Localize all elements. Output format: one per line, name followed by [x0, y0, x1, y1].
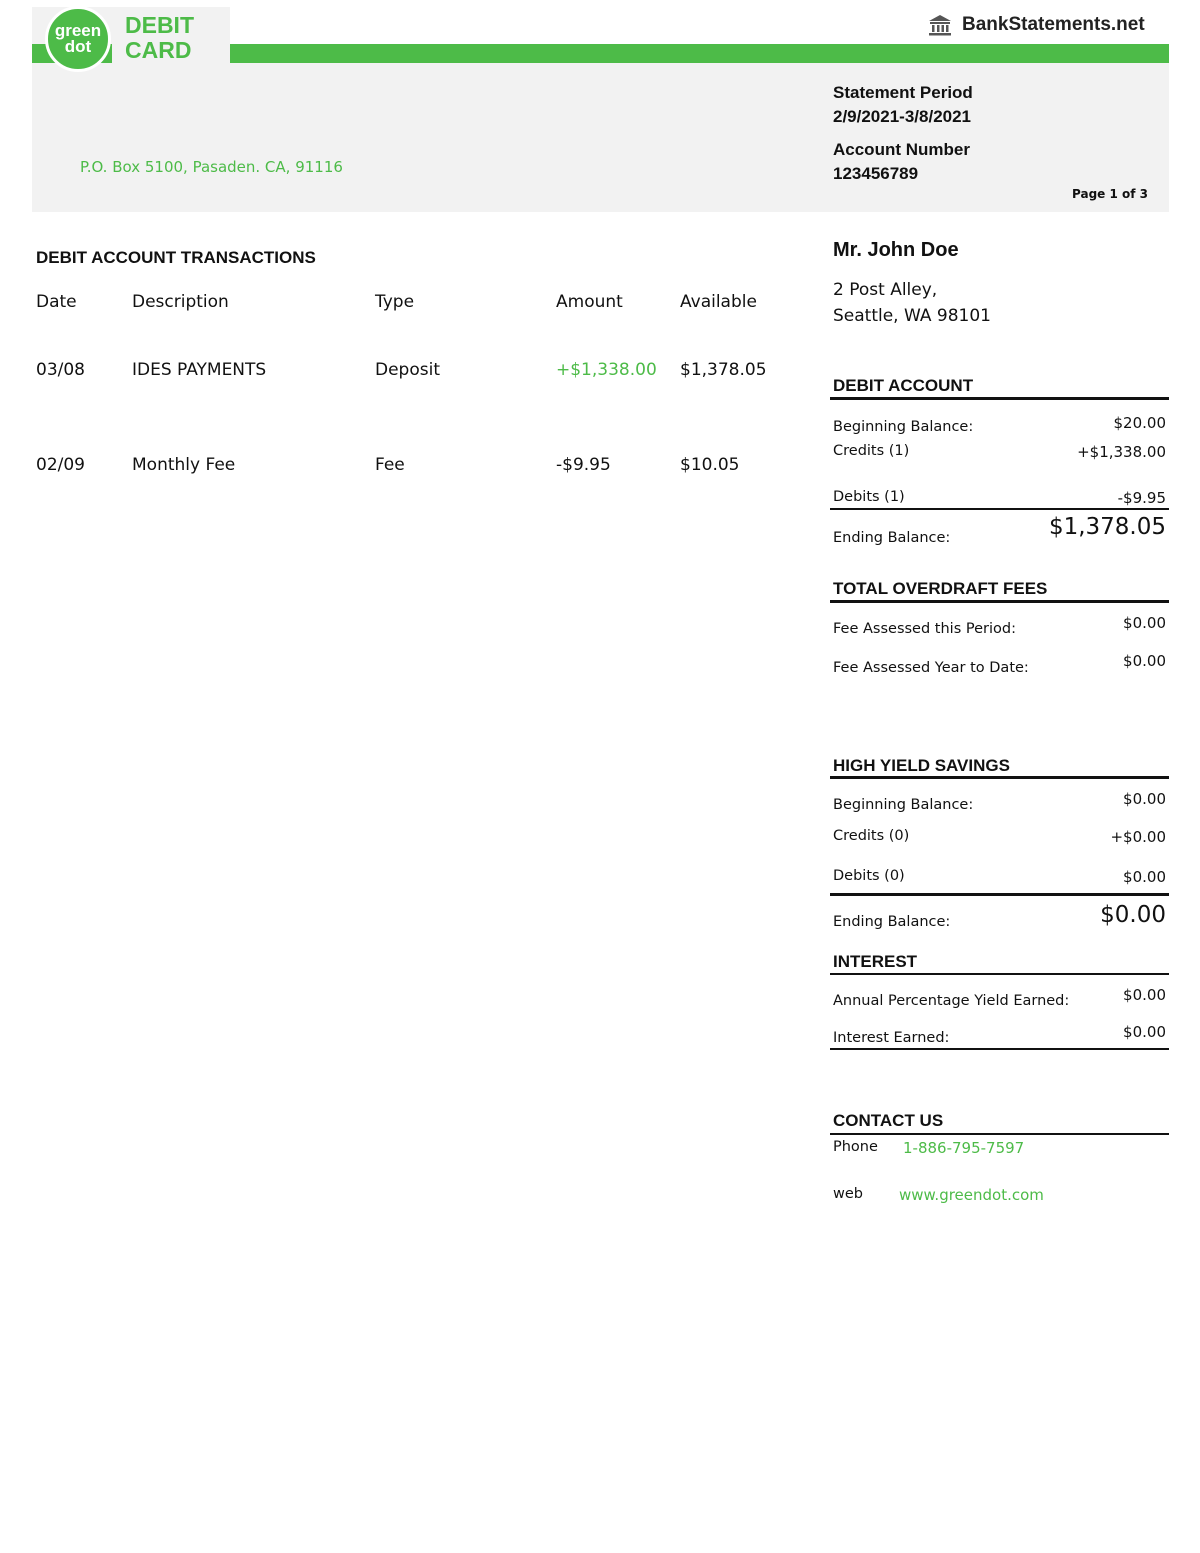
interest-title: INTEREST	[833, 952, 918, 971]
debit-account-title: DEBIT ACCOUNT	[833, 376, 974, 395]
savings-debits-label: Debits (0)	[833, 868, 905, 884]
card-title-line2: CARD	[125, 37, 192, 63]
customer-address-line1: 2 Post Alley,	[833, 280, 938, 300]
divider	[830, 508, 1169, 510]
col-header-amount: Amount	[556, 292, 623, 312]
row-type: Fee	[375, 455, 405, 475]
account-number-value: 123456789	[833, 164, 919, 183]
row-available: $1,378.05	[680, 360, 767, 380]
col-header-type: Type	[375, 292, 415, 312]
interest-apy-label: Annual Percentage Yield Earned:	[833, 993, 1070, 1009]
debit-debits-label: Debits (1)	[833, 489, 905, 505]
savings-credits-label: Credits (0)	[833, 828, 910, 844]
savings-beginning-value: $0.00	[1123, 790, 1166, 808]
card-title-line1: DEBIT	[125, 12, 194, 38]
interest-earned-value: $0.00	[1123, 1023, 1166, 1041]
savings-beginning-label: Beginning Balance:	[833, 797, 974, 813]
logo-text-line2: dot	[64, 37, 92, 56]
overdraft-ytd-label: Fee Assessed Year to Date:	[833, 660, 1029, 676]
savings-ending-label: Ending Balance:	[833, 914, 951, 930]
debit-ending-value: $1,378.05	[1048, 514, 1166, 540]
debit-credits-label: Credits (1)	[833, 443, 910, 459]
card-title	[125, 13, 194, 63]
bank-icon	[928, 14, 952, 36]
overdraft-ytd-value: $0.00	[1123, 652, 1166, 670]
col-header-date: Date	[36, 292, 77, 312]
row-available: $10.05	[680, 455, 740, 475]
divider	[830, 1048, 1169, 1050]
divider	[830, 776, 1169, 779]
contact-title: CONTACT US	[833, 1111, 944, 1130]
watermark-brand	[928, 14, 1145, 36]
row-amount: +$1,338.00	[556, 360, 657, 380]
row-description: Monthly Fee	[132, 455, 236, 475]
watermark-text: BankStatements.net	[962, 14, 1145, 35]
overdraft-period-label: Fee Assessed this Period:	[833, 621, 1016, 637]
contact-phone-link[interactable]: 1-886-795-7597	[903, 1139, 1025, 1157]
savings-debits-value: $0.00	[1123, 868, 1166, 886]
divider	[830, 973, 1169, 975]
row-description: IDES PAYMENTS	[132, 360, 267, 380]
contact-phone-label: Phone	[833, 1139, 878, 1155]
green-dot-logo	[45, 6, 111, 72]
account-number-label: Account Number	[833, 140, 970, 159]
divider	[830, 1133, 1169, 1135]
divider	[830, 600, 1169, 603]
debit-beginning-value: $20.00	[1113, 414, 1166, 432]
header-accent-bar	[230, 44, 1169, 63]
customer-name: Mr. John Doe	[833, 239, 959, 261]
contact-web-label: web	[833, 1186, 863, 1202]
statement-period-value: 2/9/2021-3/8/2021	[833, 107, 972, 126]
debit-credits-value: +$1,338.00	[1077, 443, 1166, 461]
debit-beginning-label: Beginning Balance:	[833, 419, 974, 435]
col-header-description: Description	[132, 292, 229, 312]
statement-period-label: Statement Period	[833, 83, 973, 102]
logo-text-line1: green	[54, 21, 102, 40]
transactions-title: DEBIT ACCOUNT TRANSACTIONS	[36, 248, 316, 267]
row-amount: -$9.95	[556, 455, 611, 475]
savings-ending-value: $0.00	[1100, 902, 1166, 928]
savings-credits-value: +$0.00	[1110, 828, 1166, 846]
overdraft-title: TOTAL OVERDRAFT FEES	[833, 579, 1048, 598]
row-date: 02/09	[36, 455, 85, 475]
bank-address: P.O. Box 5100, Pasaden. CA, 91116	[80, 158, 343, 176]
debit-debits-value: -$9.95	[1117, 489, 1166, 507]
divider	[830, 893, 1169, 896]
customer-address-line2: Seattle, WA 98101	[833, 306, 991, 326]
row-date: 03/08	[36, 360, 85, 380]
contact-web-link[interactable]: www.greendot.com	[899, 1186, 1044, 1204]
interest-earned-label: Interest Earned:	[833, 1030, 950, 1046]
header-background	[32, 62, 1169, 212]
col-header-available: Available	[680, 292, 757, 312]
debit-ending-label: Ending Balance:	[833, 530, 951, 546]
row-type: Deposit	[375, 360, 440, 380]
savings-title: HIGH YIELD SAVINGS	[833, 756, 1010, 775]
divider	[830, 397, 1169, 400]
page-number: Page 1 of 3	[1072, 187, 1148, 201]
interest-apy-value: $0.00	[1123, 986, 1166, 1004]
overdraft-period-value: $0.00	[1123, 614, 1166, 632]
